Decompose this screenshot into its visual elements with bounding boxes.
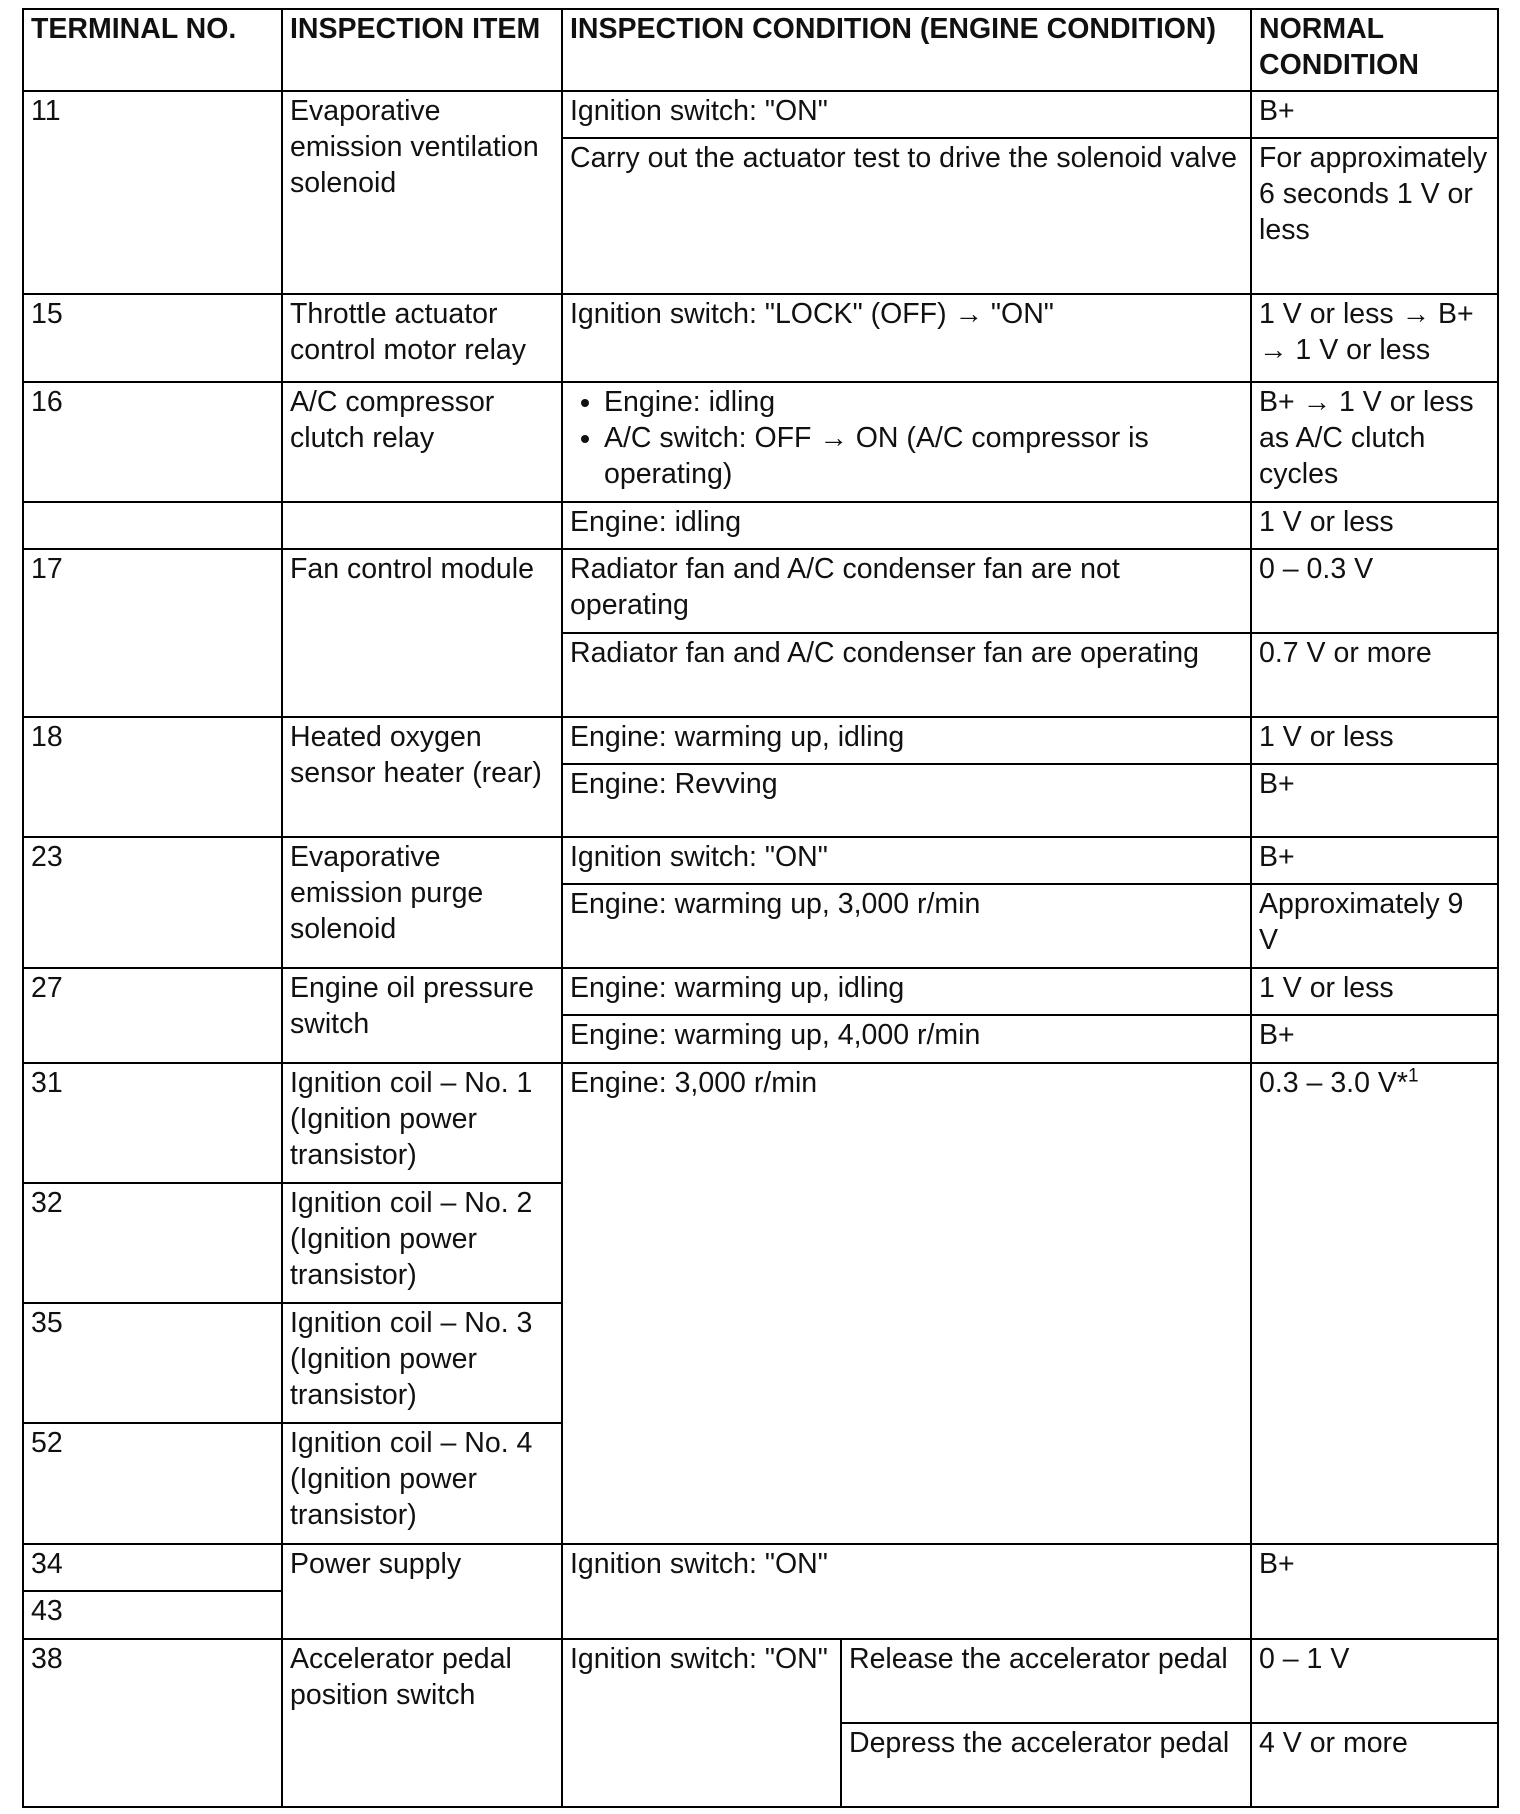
item-cell: Evaporative emission purge solenoid (282, 837, 562, 968)
table-row (23, 502, 1498, 549)
normal-cell: B+ (1251, 837, 1498, 884)
item-cell: Power supply (282, 1544, 562, 1639)
sub-condition-cell: Release the accelerator pedal (841, 1639, 1251, 1723)
item-cell: Ignition coil – No. 4 (Ignition power transistor) (282, 1423, 562, 1544)
header-row (23, 9, 1498, 91)
table-row (23, 91, 1498, 138)
condition-cell: Engine: idling (562, 502, 1251, 549)
table-row (23, 549, 1498, 633)
terminal-cell: 11 (23, 91, 282, 294)
normal-cell: 0 – 0.3 V (1251, 549, 1498, 633)
item-cell: Ignition coil – No. 1 (Ignition power transistor) (282, 1063, 562, 1183)
item-cell: Engine oil pressure switch (282, 968, 562, 1063)
condition-cell: Carry out the actuator test to drive the solenoid valve (562, 138, 1251, 294)
item-cell: Accelerator pedal position switch (282, 1639, 562, 1807)
header-inspection-item: INSPECTION ITEM (282, 9, 562, 91)
table-row (23, 968, 1498, 1015)
normal-cell: B+ → 1 V or less as A/C clutch cycles (1251, 382, 1498, 502)
normal-cell: B+ (1251, 764, 1498, 837)
table-row (23, 1544, 1498, 1591)
table-row (23, 294, 1498, 382)
terminal-cell: 35 (23, 1303, 282, 1423)
normal-cell: B+ (1251, 1544, 1498, 1639)
item-cell: Throttle actuator control motor relay (282, 294, 562, 382)
terminal-cell-empty (23, 502, 282, 549)
condition-cell: Ignition switch: "ON" (562, 837, 1251, 884)
condition-cell (562, 382, 1251, 502)
table-row (23, 1063, 1498, 1183)
normal-cell: B+ (1251, 1015, 1498, 1063)
table-row (23, 717, 1498, 764)
header-inspection-condition: INSPECTION CONDITION (ENGINE CONDITION) (562, 9, 1251, 91)
condition-cell: Engine: Revving (562, 764, 1251, 837)
condition-cell: Engine: warming up, idling (562, 717, 1251, 764)
terminal-inspection-table (22, 8, 1499, 1808)
table-row (23, 1639, 1498, 1723)
item-cell: Evaporative emission ventilation solenoid (282, 91, 562, 294)
terminal-cell: 32 (23, 1183, 282, 1303)
header-normal-condition: NORMAL CONDITION (1251, 9, 1498, 91)
header-terminal-no: TERMINAL NO. (23, 9, 282, 91)
condition-cell: Radiator fan and A/C condenser fan are operating (562, 633, 1251, 717)
item-cell-empty (282, 502, 562, 549)
condition-cell: Ignition switch: "ON" (562, 91, 1251, 138)
normal-cell: 0 – 1 V (1251, 1639, 1498, 1723)
condition-cell: Engine: 3,000 r/min (562, 1063, 1251, 1544)
table-row (23, 837, 1498, 884)
footnote-marker: 1 (1407, 1065, 1419, 1087)
terminal-cell: 27 (23, 968, 282, 1063)
item-cell: A/C compressor clutch relay (282, 382, 562, 502)
item-cell: Heated oxygen sensor heater (rear) (282, 717, 562, 837)
terminal-cell: 34 (23, 1544, 282, 1591)
terminal-cell: 31 (23, 1063, 282, 1183)
normal-cell: 0.7 V or more (1251, 633, 1498, 717)
condition-cell: Ignition switch: "ON" (562, 1544, 1251, 1639)
condition-bullet-list (570, 384, 1243, 492)
normal-cell (1251, 1063, 1498, 1544)
terminal-cell: 17 (23, 549, 282, 717)
condition-cell: Ignition switch: "ON" (562, 1639, 841, 1807)
normal-cell: 1 V or less (1251, 717, 1498, 764)
terminal-cell: 38 (23, 1639, 282, 1807)
normal-cell: 4 V or more (1251, 1723, 1498, 1807)
condition-cell: Engine: warming up, 4,000 r/min (562, 1015, 1251, 1063)
condition-cell: Engine: warming up, 3,000 r/min (562, 884, 1251, 968)
terminal-cell: 15 (23, 294, 282, 382)
terminal-cell: 18 (23, 717, 282, 837)
terminal-cell: 16 (23, 382, 282, 502)
normal-cell: 1 V or less (1251, 968, 1498, 1015)
table-row (23, 382, 1498, 502)
condition-cell: Engine: warming up, idling (562, 968, 1251, 1015)
normal-cell: B+ (1251, 91, 1498, 138)
normal-value: 0.3 – 3.0 V* (1259, 1067, 1408, 1099)
sub-condition-cell: Depress the accelerator pedal (841, 1723, 1251, 1807)
terminal-cell: 23 (23, 837, 282, 968)
normal-cell: For approximately 6 seconds 1 V or less (1251, 138, 1498, 294)
condition-cell: Radiator fan and A/C condenser fan are not operating (562, 549, 1251, 633)
item-cell: Fan control module (282, 549, 562, 717)
terminal-cell: 43 (23, 1591, 282, 1639)
terminal-cell: 52 (23, 1423, 282, 1544)
condition-cell: Ignition switch: "LOCK" (OFF) → "ON" (562, 294, 1251, 382)
item-cell: Ignition coil – No. 3 (Ignition power transistor) (282, 1303, 562, 1423)
list-item: • Engine: idling (604, 384, 1243, 420)
item-cell: Ignition coil – No. 2 (Ignition power transistor) (282, 1183, 562, 1303)
normal-cell: Approximately 9 V (1251, 884, 1498, 968)
normal-cell: 1 V or less → B+ → 1 V or less (1251, 294, 1498, 382)
normal-cell: 1 V or less (1251, 502, 1498, 549)
list-item: • A/C switch: OFF → ON (A/C compressor is operating) (604, 420, 1243, 492)
